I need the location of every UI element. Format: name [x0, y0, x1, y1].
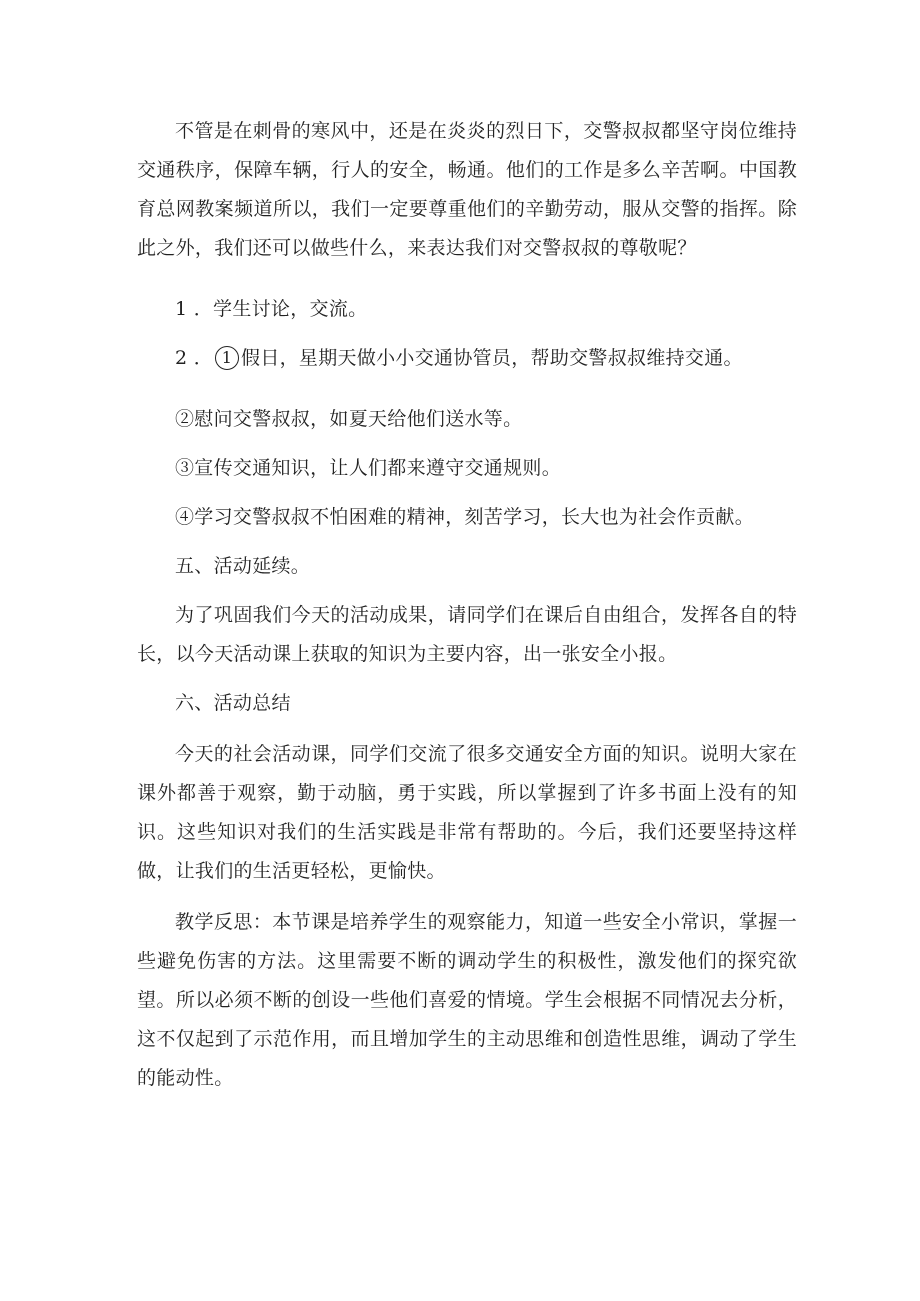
- section-5-body: 为了巩固我们今天的活动成果，请同学们在课后自由组合，发挥各自的特长，以今天活动课上获取的知识为主要内容，出一张安全小报。: [137, 604, 797, 665]
- section-6-body: 今天的社会活动课，同学们交流了很多交通安全方面的知识。说明大家在课外都善于观察，勤于动脑，勇于实践，所以掌握到了许多书面上没有的知识。这些知识对我们的生活实践是非常有帮助的。今后，我们还要坚持这样做，让我们的生活更轻松，更愉快。: [137, 743, 797, 882]
- teaching-reflection: 教学反思：本节课是培养学生的观察能力，知道一些安全小常识，掌握一些避免伤害的方法。这里需要不断的调动学生的积极性，激发他们的探究欲望。所以必须不断的创设一些他们喜爱的情境。学生会根据不同情况去分析，这不仅起到了示范作用，而且增加学生的主动思维和创造性思维，调动了学生的能动性。: [137, 911, 797, 1089]
- circled-number-1: 1: [215, 346, 239, 370]
- list-item-circled-4: ④学习交警叔叔不怕困难的精神，刻苦学习，长大也为社会作贡献。: [175, 506, 755, 528]
- list-item-circled-2: ②慰问交警叔叔，如夏天给他们送水等。: [175, 408, 523, 430]
- section-5-heading: 五、活动延续。: [175, 555, 311, 577]
- list-item-2-number: 2 ．: [175, 347, 214, 369]
- list-item-2: [137, 339, 797, 378]
- document-body: [137, 112, 797, 1098]
- list-item-circled-3: ③宣传交通知识，让人们都来遵守交通规则。: [175, 457, 562, 479]
- list-item-2-text: 假日，星期天做小小交通协管员，帮助交警叔叔维持交通。: [241, 347, 743, 369]
- section-6-heading: 六、活动总结: [175, 692, 291, 714]
- paragraph-intro: 不管是在刺骨的寒风中，还是在炎炎的烈日下，交警叔叔都坚守岗位维持交通秩序，保障车辆，行人的安全，畅通。他们的工作是多么辛苦啊。中国教育总网教案频道所以，我们一定要尊重他们的辛勤劳动，服从交警的指挥。除此之外，我们还可以做些什么，来表达我们对交警叔叔的尊敬呢？: [137, 120, 797, 259]
- list-item-1: 1 ．学生讨论，交流。: [175, 298, 368, 320]
